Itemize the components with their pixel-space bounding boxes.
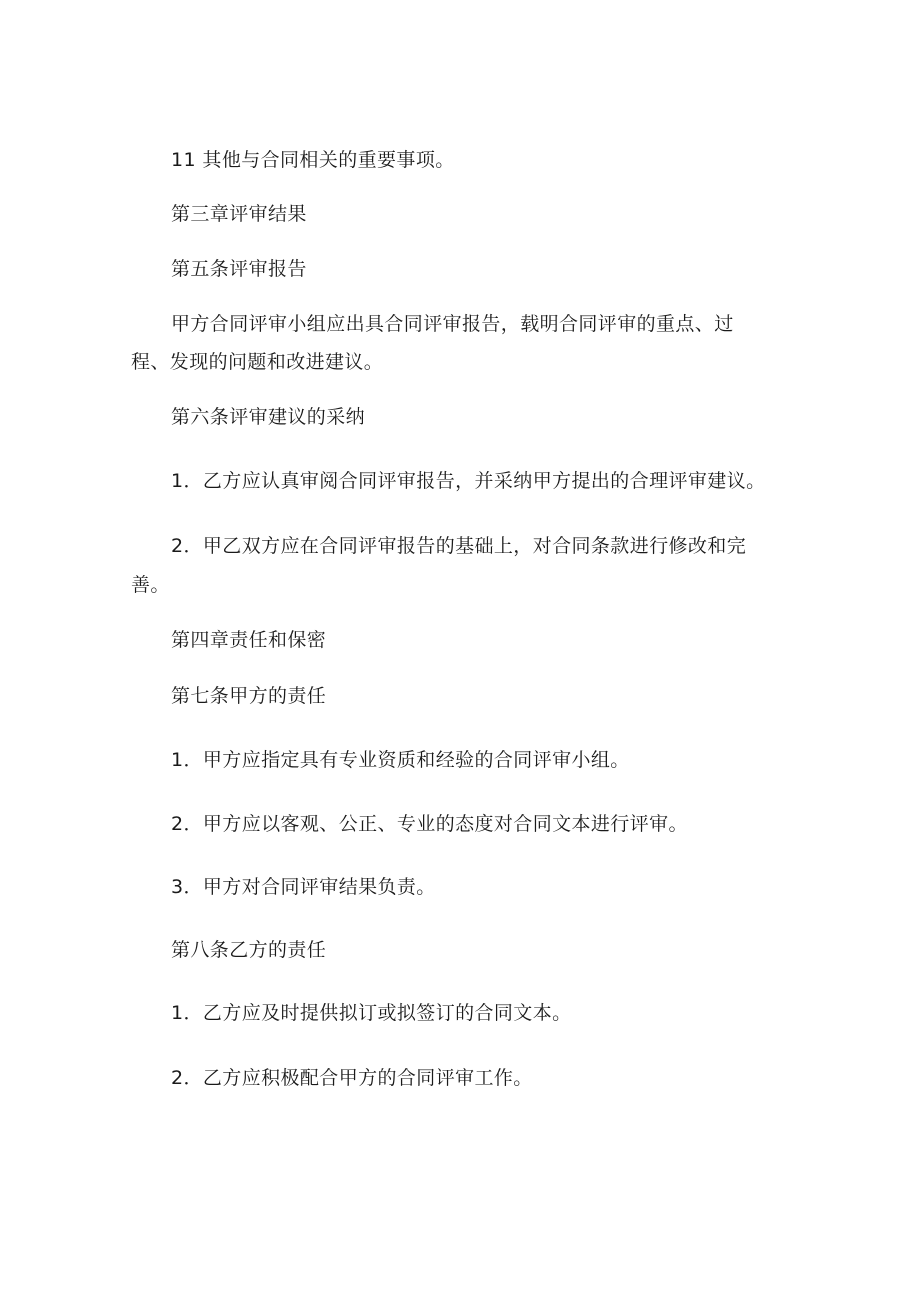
list-item-8-2: 2．乙方应积极配合甲方的合同评审工作。 — [171, 1067, 533, 1089]
list-item-7-2: 2．甲方应以客观、公正、专业的态度对合同文本进行评审。 — [171, 813, 688, 835]
paragraph-line-1: 甲方合同评审小组应出具合同评审报告，载明合同评审的重点、过 — [171, 313, 734, 335]
list-item-8-1: 1．乙方应及时提供拟订或拟签订的合同文本。 — [171, 1002, 572, 1024]
chapter-heading-3: 第三章评审结果 — [171, 203, 307, 225]
list-item-7-3: 3．甲方对合同评审结果负责。 — [171, 876, 436, 898]
chapter-heading-4: 第四章责任和保密 — [171, 629, 327, 651]
clause-item-11: 11 其他与合同相关的重要事项。 — [171, 149, 455, 171]
article-heading-5: 第五条评审报告 — [171, 258, 307, 280]
article-heading-6: 第六条评审建议的采纳 — [171, 406, 366, 428]
list-item-6-2-line-2: 善。 — [131, 574, 170, 596]
list-item-7-1: 1．甲方应指定具有专业资质和经验的合同评审小组。 — [171, 749, 630, 771]
article-heading-7: 第七条甲方的责任 — [171, 685, 327, 707]
paragraph-line-2: 程、发现的问题和改进建议。 — [131, 351, 384, 373]
article-heading-8: 第八条乙方的责任 — [171, 939, 327, 961]
list-item-6-1: 1．乙方应认真审阅合同评审报告，并采纳甲方提出的合理评审建议。 — [171, 470, 766, 492]
list-item-6-2-line-1: 2．甲乙双方应在合同评审报告的基础上，对合同条款进行修改和完 — [171, 535, 747, 557]
